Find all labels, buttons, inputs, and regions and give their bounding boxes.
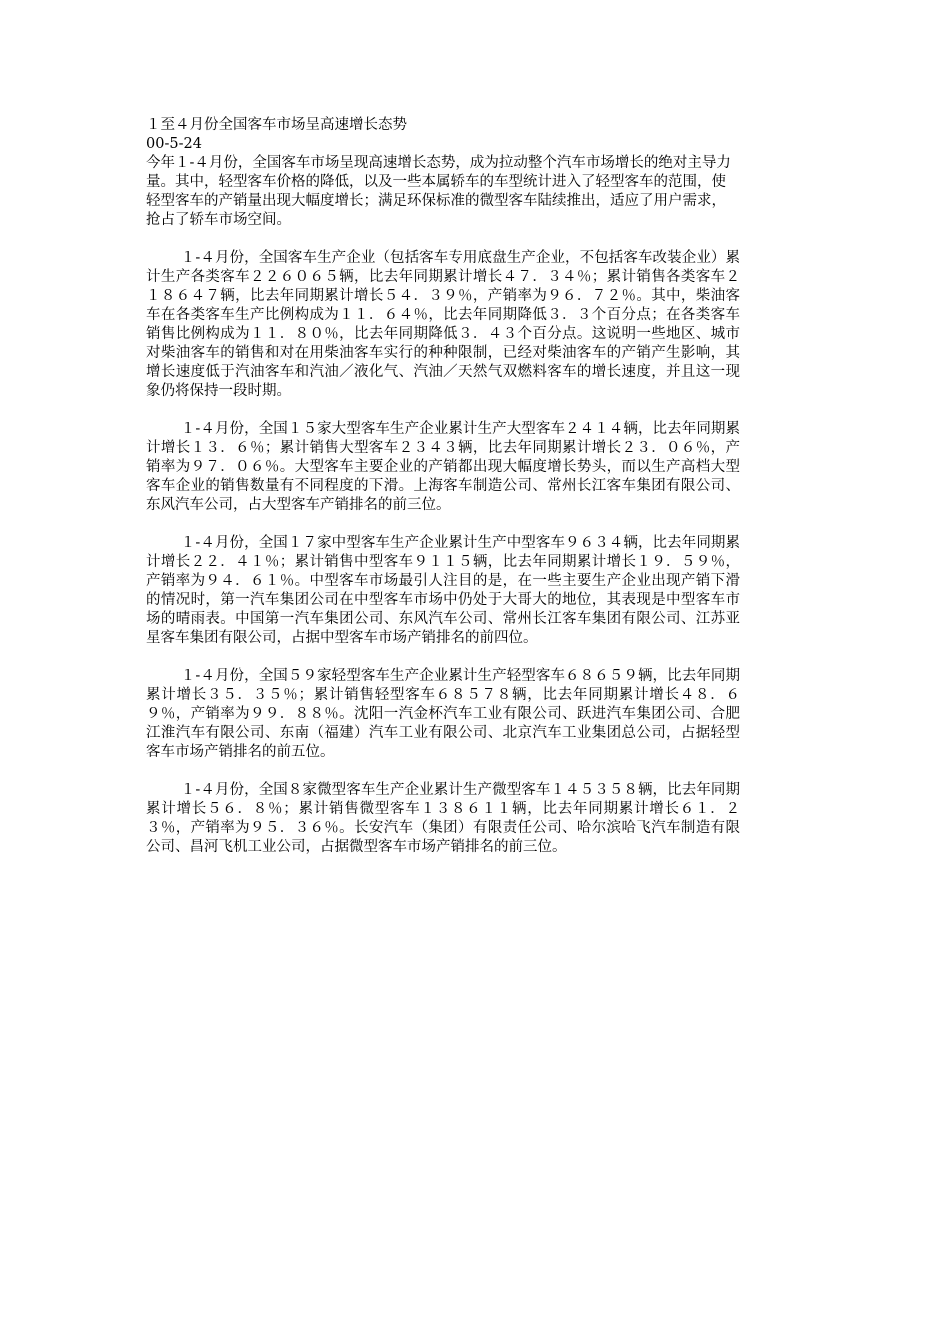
- article-date: 00-5-24: [146, 136, 202, 152]
- paragraph-overall-bus: １-４月份，全国客车生产企业（包括客车专用底盘生产企业，不包括客车改装企业）累计生产各类客车２２６０６５辆，比去年同期累计增长４７．３４％；累计销售各类客车２１８６４７辆，比去年同期累计增长５４．３９％，产销率为９６．７２％。其中，柴油客车在各类客车生产比例构成为１１．６４％，比去年同期降低３．３个百分点；在各类客车销售比例构成为１１．８０％，比去年同期降低３．４３个百分点。这说明一些地区、城市对柴油客车的销售和对在用柴油客车实行的种种限制，已经对柴油客车的产销产生影响，其增长速度低于汽油客车和汽油／液化气、汽油／天然气双燃料客车的增长速度，并且这一现象仍将保持一段时期。: [146, 250, 740, 399]
- paragraph-light-bus: １-４月份，全国５９家轻型客车生产企业累计生产轻型客车６８６５９辆，比去年同期累计增长３５．３５％；累计销售轻型客车６８５７８辆，比去年同期累计增长４８．６９％，产销率为９９．８８％。沈阳一汽金杯汽车工业有限公司、跃进汽车集团公司、合肥江淮汽车有限公司、东南（福建）汽车工业有限公司、北京汽车工业集团总公司，占据轻型客车市场产销排名的前五位。: [146, 668, 740, 760]
- paragraph-medium-bus: １-４月份，全国１７家中型客车生产企业累计生产中型客车９６３４辆，比去年同期累计增长２２．４１％；累计销售中型客车９１１５辆，比去年同期累计增长１９．５９％，产销率为９４．６１％。中型客车市场最引人注目的是，在一些主要生产企业出现产销下滑的情况时，第一汽车集团公司在中型客车市场中仍处于大哥大的地位，其表现是中型客车市场的晴雨表。中国第一汽车集团公司、东风汽车公司、常州长江客车集团有限公司、江苏亚星客车集团有限公司，占据中型客车市场产销排名的前四位。: [146, 535, 740, 646]
- paragraph-large-bus: １-４月份，全国１５家大型客车生产企业累计生产大型客车２４１４辆，比去年同期累计增长１３．６％；累计销售大型客车２３４３辆，比去年同期累计增长２３．０６％，产销率为９７．０６％。大型客车主要企业的产销都出现大幅度增长势头，而以生产高档大型客车企业的销售数量有不同程度的下滑。上海客车制造公司、常州长江客车集团有限公司、东风汽车公司，占大型客车产销排名的前三位。: [146, 421, 740, 513]
- article-title: １至４月份全国客车市场呈高速增长态势: [146, 117, 407, 133]
- document-body: [146, 116, 740, 876]
- paragraph-mini-bus: １-４月份，全国８家微型客车生产企业累计生产微型客车１４５３５８辆，比去年同期累计增长５６．８％；累计销售微型客车１３８６１１辆，比去年同期累计增长６１．２３％，产销率为９５．３６％。长安汽车（集团）有限责任公司、哈尔滨哈飞汽车制造有限公司、昌河飞机工业公司，占据微型客车市场产销排名的前三位。: [146, 782, 740, 855]
- article-intro: 今年１-４月份，全国客车市场呈现高速增长态势，成为拉动整个汽车市场增长的绝对主导力量。其中，轻型客车价格的降低，以及一些本属轿车的车型统计进入了轻型客车的范围，使轻型客车的产销量出现大幅度增长；满足环保标准的微型客车陆续推出，适应了用户需求，抢占了轿车市场空间。: [146, 155, 731, 228]
